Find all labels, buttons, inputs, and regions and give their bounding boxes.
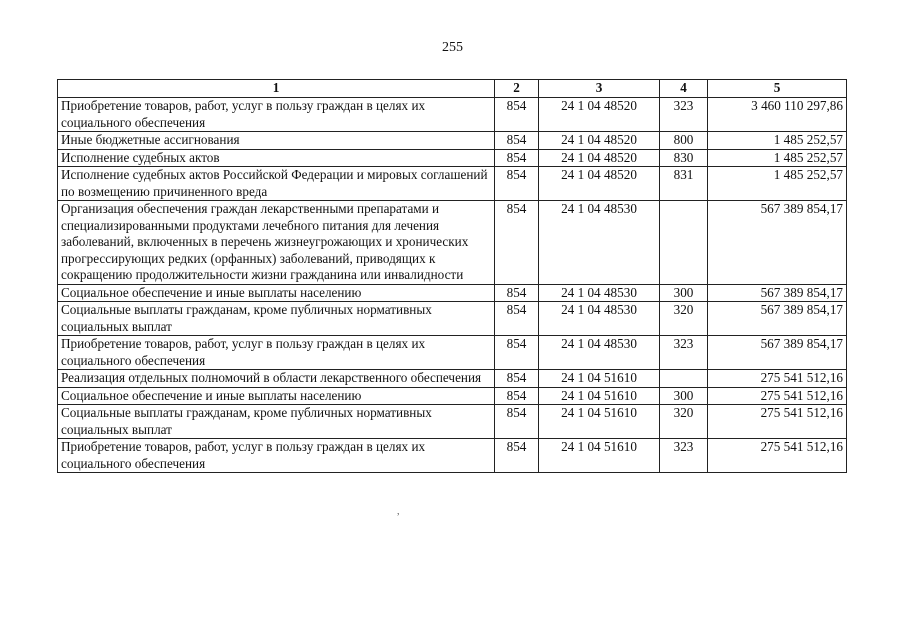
- stray-mark: ,: [397, 506, 400, 517]
- item-target-article: 24 1 04 51610: [539, 387, 660, 405]
- item-name: Иные бюджетные ассигнования: [58, 132, 495, 150]
- item-amount: 567 389 854,17: [708, 284, 847, 302]
- item-name: Социальные выплаты гражданам, кроме публичных нормативных социальных выплат: [58, 302, 495, 336]
- item-expense-type: 323: [660, 98, 708, 132]
- item-name: Приобретение товаров, работ, услуг в пользу граждан в целях их социального обеспечения: [58, 439, 495, 473]
- item-target-article: 24 1 04 48530: [539, 201, 660, 285]
- item-expense-type: 323: [660, 336, 708, 370]
- item-target-article: 24 1 04 48530: [539, 336, 660, 370]
- item-name: Социальное обеспечение и иные выплаты населению: [58, 284, 495, 302]
- item-name: Исполнение судебных актов: [58, 149, 495, 167]
- item-name: Социальные выплаты гражданам, кроме публичных нормативных социальных выплат: [58, 405, 495, 439]
- item-grbs: 854: [495, 439, 539, 473]
- item-expense-type: 800: [660, 132, 708, 150]
- item-amount: 275 541 512,16: [708, 370, 847, 388]
- item-amount: 567 389 854,17: [708, 302, 847, 336]
- item-name: Организация обеспечения граждан лекарственными препаратами и специализированными продуктами лечебного питания для лечения заболеваний, включенных в перечень жизнеугрожающих и хронических прогрессирующих редких (орфанных) заболеваний, приводящих к сокращению продолжительности жизни гражданина или инвалидности: [58, 201, 495, 285]
- column-header: 1: [58, 80, 495, 98]
- budget-table: [57, 79, 847, 473]
- item-amount: 567 389 854,17: [708, 201, 847, 285]
- item-grbs: 854: [495, 302, 539, 336]
- item-grbs: 854: [495, 387, 539, 405]
- item-grbs: 854: [495, 132, 539, 150]
- item-expense-type: [660, 370, 708, 388]
- column-header: 4: [660, 80, 708, 98]
- table-row: [58, 370, 847, 388]
- item-name: Социальное обеспечение и иные выплаты населению: [58, 387, 495, 405]
- table-row: [58, 132, 847, 150]
- item-amount: 275 541 512,16: [708, 387, 847, 405]
- page-number: 255: [442, 40, 463, 55]
- item-expense-type: 320: [660, 405, 708, 439]
- item-grbs: 854: [495, 336, 539, 370]
- item-amount: 567 389 854,17: [708, 336, 847, 370]
- item-grbs: 854: [495, 167, 539, 201]
- table-row: [58, 387, 847, 405]
- table-row: [58, 149, 847, 167]
- item-target-article: 24 1 04 51610: [539, 439, 660, 473]
- column-header: 5: [708, 80, 847, 98]
- item-grbs: 854: [495, 149, 539, 167]
- item-grbs: 854: [495, 405, 539, 439]
- item-target-article: 24 1 04 51610: [539, 405, 660, 439]
- item-expense-type: 300: [660, 284, 708, 302]
- item-grbs: 854: [495, 201, 539, 285]
- item-amount: 275 541 512,16: [708, 405, 847, 439]
- item-amount: 1 485 252,57: [708, 167, 847, 201]
- table-row: [58, 201, 847, 285]
- header-row: [58, 80, 847, 98]
- item-target-article: 24 1 04 48530: [539, 302, 660, 336]
- item-expense-type: 300: [660, 387, 708, 405]
- table-row: [58, 439, 847, 473]
- item-name: Приобретение товаров, работ, услуг в пользу граждан в целях их социального обеспечения: [58, 98, 495, 132]
- item-expense-type: [660, 201, 708, 285]
- item-target-article: 24 1 04 48520: [539, 167, 660, 201]
- item-expense-type: 831: [660, 167, 708, 201]
- item-target-article: 24 1 04 48520: [539, 132, 660, 150]
- table-row: [58, 405, 847, 439]
- table-body: [58, 98, 847, 473]
- table-row: [58, 167, 847, 201]
- item-name: Реализация отдельных полномочий в области лекарственного обеспечения: [58, 370, 495, 388]
- item-target-article: 24 1 04 48530: [539, 284, 660, 302]
- table-row: [58, 284, 847, 302]
- column-header: 3: [539, 80, 660, 98]
- item-grbs: 854: [495, 370, 539, 388]
- table-row: [58, 98, 847, 132]
- item-grbs: 854: [495, 98, 539, 132]
- item-target-article: 24 1 04 48520: [539, 98, 660, 132]
- item-expense-type: 320: [660, 302, 708, 336]
- item-expense-type: 323: [660, 439, 708, 473]
- item-name: Приобретение товаров, работ, услуг в пользу граждан в целях их социального обеспечения: [58, 336, 495, 370]
- item-amount: 3 460 110 297,86: [708, 98, 847, 132]
- item-name: Исполнение судебных актов Российской Федерации и мировых соглашений по возмещению причиненного вреда: [58, 167, 495, 201]
- column-header: 2: [495, 80, 539, 98]
- item-target-article: 24 1 04 51610: [539, 370, 660, 388]
- table-row: [58, 302, 847, 336]
- item-target-article: 24 1 04 48520: [539, 149, 660, 167]
- item-expense-type: 830: [660, 149, 708, 167]
- item-amount: 275 541 512,16: [708, 439, 847, 473]
- item-amount: 1 485 252,57: [708, 149, 847, 167]
- item-grbs: 854: [495, 284, 539, 302]
- table-row: [58, 336, 847, 370]
- item-amount: 1 485 252,57: [708, 132, 847, 150]
